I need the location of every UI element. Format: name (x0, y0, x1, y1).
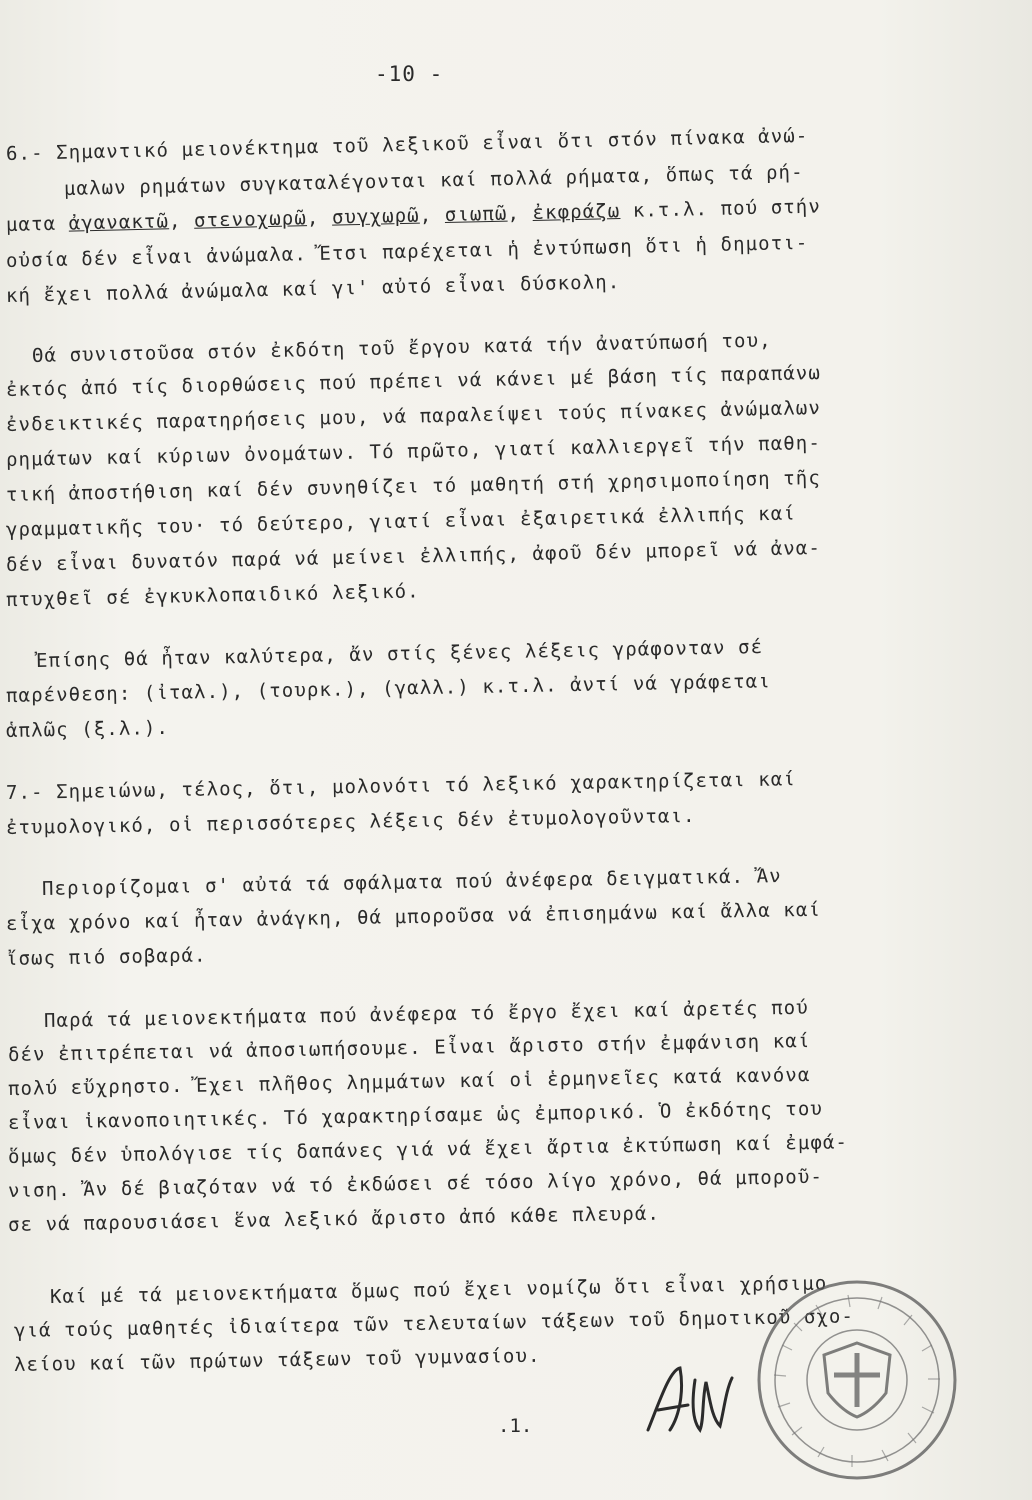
section7-line-1: 7.- Σημειώνω, τέλος, ὅτι, μολονότι τό λεξικό χαρακτηρίζεται καί (5, 768, 797, 804)
foreign-line-1: Ἐπίσης θά ἦταν καλύτερα, ἄν στίς ξένες λέξεις γράφονταν σέ (35, 636, 764, 672)
section6-line-2: μαλων ρημάτων συγκαταλέγονται καί πολλά ρήματα, ὅπως τά ρή- (63, 161, 804, 200)
example-verb-2: στενοχωρῶ (193, 207, 308, 232)
despite-line-3: πολύ εὔχρηστο. Ἔχει πλῆθος λημμάτων καί οἱ ἑρμηνεῖες κατά κανόνα (7, 1063, 811, 1100)
example-verb-1: ἀγανακτῶ (68, 210, 170, 235)
despite-line-6: νιση. Ἄν δέ βιαζόταν νά τό ἐκδώσει σέ τόσο λίγο χρόνο, θά μποροῦ- (7, 1165, 824, 1202)
suggest-line-2: ἐκτός ἀπό τίς διορθώσεις πού πρέπει νά κάνει μέ βάση τίς παραπάνω (5, 361, 822, 401)
despite-line-4: εἶναι ἱκανοποιητικές. Τό χαρακτηρίσαμε ὡς ἐμπορικό. Ὁ ἐκδότης του (7, 1097, 824, 1134)
suggest-line-8: πτυχθεῖ σέ ἐγκυκλοπαιδικό λεξικό. (5, 580, 420, 611)
despite-line-7: σε νά παρουσιάσει ἕνα λεξικό ἄριστο ἀπό κάθε πλευρά. (7, 1202, 661, 1236)
line3-suffix: κ.τ.λ. πού στήν (620, 195, 822, 223)
foreign-line-3: ἁπλῶς (ξ.λ.). (5, 716, 170, 742)
suggest-line-1: Θά συνιστοῦσα στόν ἐκδότη τοῦ ἔργου κατά τήν ἀνατύπωσή του, (31, 329, 772, 367)
official-stamp-icon (752, 1275, 962, 1485)
final-line-1: Καί μέ τά μειονεκτήματα ὅμως πού ἔχει νομίζω ὅτι εἶναι χρήσιμο (49, 1272, 828, 1308)
suggest-line-3: ἐνδεικτικές παρατηρήσεις μου, νά παραλείψει τούς πίνακες ἀνώμαλων (5, 396, 822, 436)
suggest-line-5: τική ἀποστήθιση καί δέν συνηθίζει τό μαθητή στή χρησιμοποίηση τῆς (5, 466, 822, 506)
limit-line-2: εἶχα χρόνο καί ἦταν ἀνάγκη, θά μποροῦσα νά ἐπισημάνω καί ἄλλα καί (5, 898, 822, 935)
page-number: -10 - (375, 62, 444, 86)
despite-line-5: ὅμως δέν ὑπολόγισε τίς δαπάνες γιά νά ἔχει ἄρτια ἐκτύπωση καί ἐμφά- (7, 1131, 849, 1168)
section6-line-3: ματα ἀγανακτῶ, στενοχωρῶ, συγχωρῶ, σιωπῶ, ἐκφράζω κ.τ.λ. πού στήν (5, 195, 822, 236)
example-verb-3: συγχωρῶ (331, 204, 420, 229)
example-verb-4: σιωπῶ (444, 202, 508, 227)
line3-prefix: ματα (5, 212, 69, 236)
foreign-line-2: παρένθεση: (ἰταλ.), (τουρκ.), (γαλλ.) κ.τ.λ. ἀντί νά γράφεται (5, 670, 771, 707)
despite-line-2: δέν ἐπιτρέπεται νά ἀποσιωπήσουμε. Εἶναι ἄριστο στήν ἐμφάνιση καί (7, 1029, 811, 1066)
final-line-2: γιά τούς μαθητές ἰδιαίτερα τῶν τελευταίων τάξεων τοῦ δημοτικοῦ σχο- (13, 1305, 855, 1342)
final-line-3: λείου καί τῶν πρώτων τάξεων τοῦ γυμνασίου. (13, 1344, 541, 1376)
limit-line-1: Περιορίζομαι σ' αὐτά τά σφάλματα πού ἀνέφερα δειγματικά. Ἄν (41, 865, 782, 900)
limit-line-3: ἴσως πιό σοβαρά. (5, 944, 207, 970)
section6-line-1: 6.- Σημαντικό μειονέκτημα τοῦ λεξικοῦ εἶναι ὅτι στόν πίνακα ἀνώ- (5, 124, 809, 165)
continuation-mark: .1. (498, 1415, 533, 1437)
section6-line-5: κή ἔχει πολλά ἀνώμαλα καί γι' αὐτό εἶναι δύσκολη. (5, 271, 621, 307)
despite-line-1: Παρά τά μειονεκτήματα πού ἀνέφερα τό ἔργο ἔχει καί ἀρετές πού (43, 996, 809, 1032)
signature-icon (640, 1360, 750, 1440)
suggest-line-7: δέν εἶναι δυνατόν παρά νά μείνει ἐλλιπής, ἀφοῦ δέν μπορεῖ νά ἀνα- (5, 536, 822, 576)
suggest-line-4: ρημάτων καί κύριων ὀνομάτων. Τό πρῶτο, γιατί καλλιεργεῖ τήν παθη- (5, 431, 822, 471)
section6-line-4: οὐσία δέν εἶναι ἀνώμαλα. Ἔτσι παρέχεται ἡ ἐντύπωση ὅτι ἡ δημοτι- (5, 231, 809, 272)
section7-line-2: ἐτυμολογικό, οἱ περισσότερες λέξεις δέν ἐτυμολογοῦνται. (5, 804, 696, 839)
example-verb-5: ἐκφράζω (532, 200, 621, 225)
suggest-line-6: γραμματικῆς του· τό δεύτερο, γιατί εἶναι ἐξαιρετικά ἐλλιπής καί (5, 502, 797, 541)
